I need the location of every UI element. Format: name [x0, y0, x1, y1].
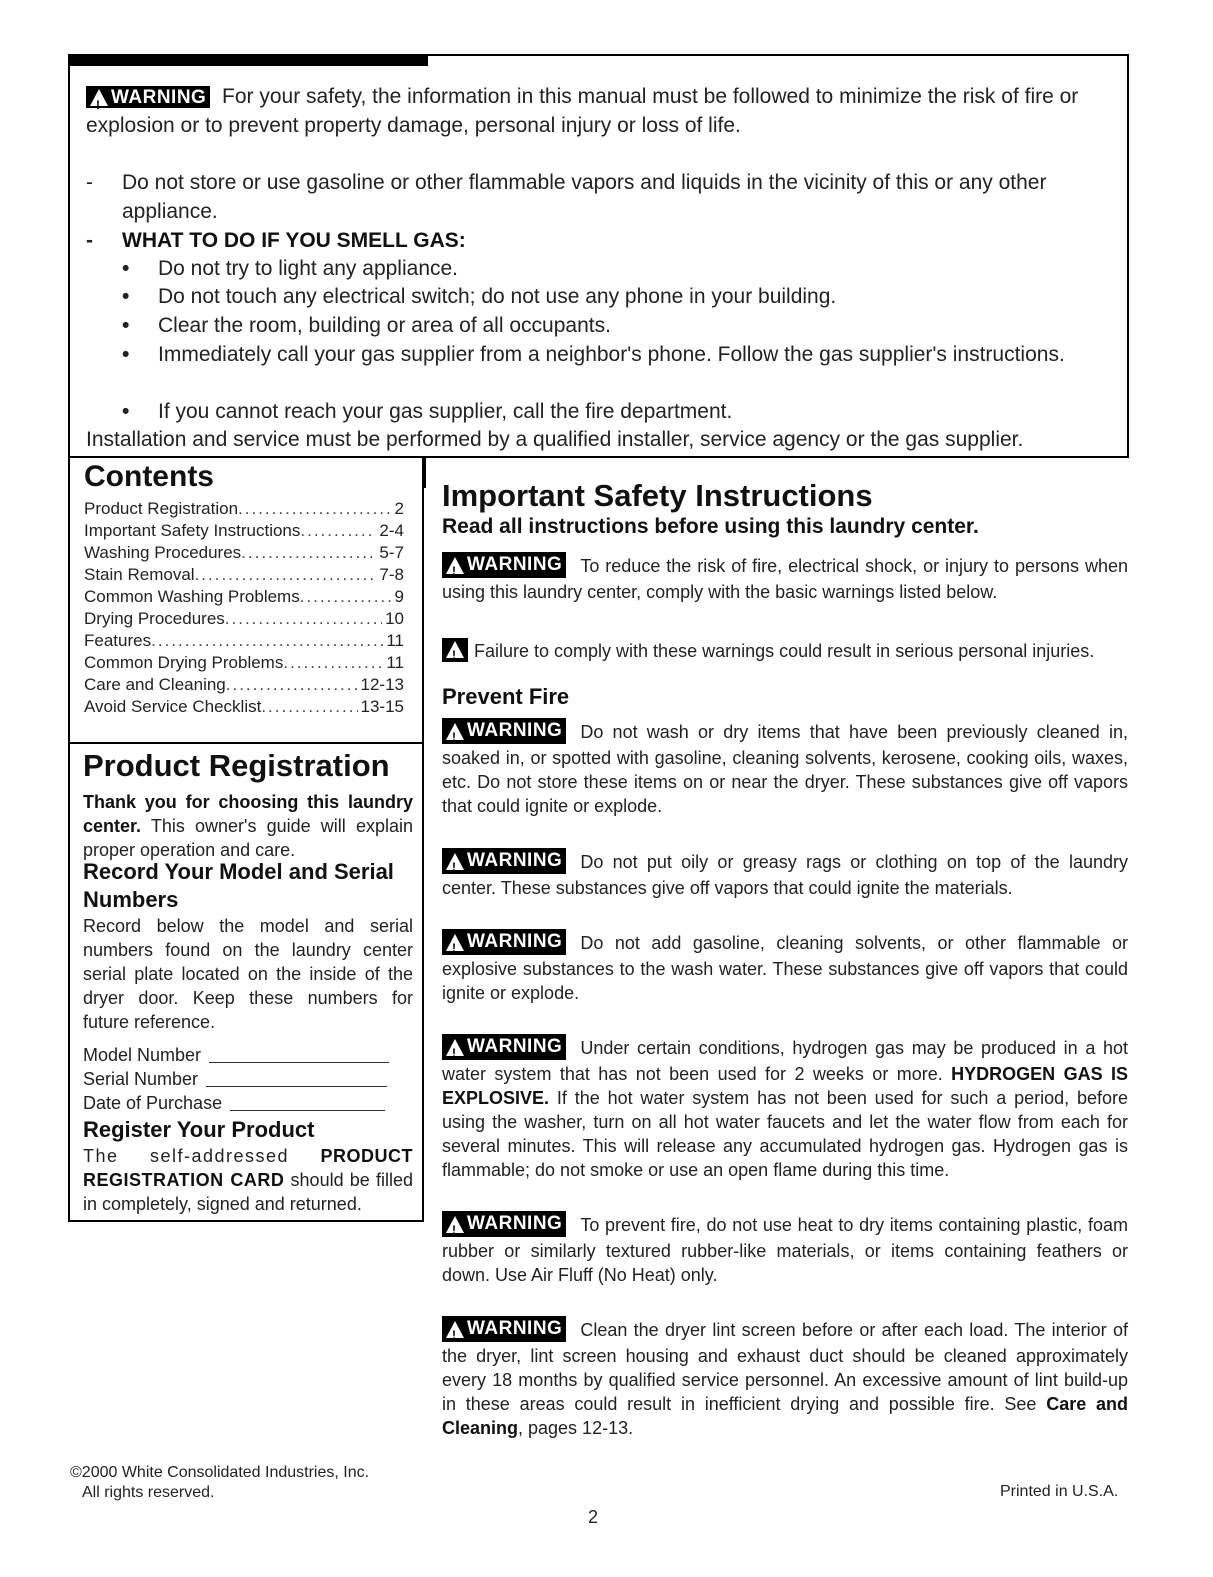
toc-item-label: Washing Procedures — [84, 543, 242, 562]
toc-item-label: Common Drying Problems — [84, 653, 284, 672]
toc-leader-dots — [261, 696, 357, 718]
toc-item-label: Drying Procedures — [84, 609, 225, 628]
toc-item-label: Common Washing Problems — [84, 587, 300, 606]
toc-item-page: 10 — [385, 609, 404, 628]
alert-triangle-icon — [446, 723, 464, 740]
toc-leader-dots — [195, 564, 377, 586]
left-column — [68, 458, 424, 1222]
table-of-contents — [84, 498, 404, 718]
register-product-heading: Register Your Product — [83, 1117, 315, 1142]
product-registration-box — [68, 742, 424, 1222]
registration-thanks: Thank you for choosing this laundry center. This owner's guide will explain proper operation and care. — [83, 792, 413, 860]
alert-triangle-icon — [90, 89, 108, 106]
date-of-purchase-field[interactable]: Date of Purchase — [83, 1091, 385, 1115]
toc-item-page: 9 — [394, 587, 404, 606]
toc-item[interactable] — [84, 696, 404, 718]
toc-leader-dots — [241, 542, 376, 564]
record-numbers-heading: Record Your Model and Serial Numbers — [83, 859, 394, 912]
printed-in: Printed in U.S.A. — [1000, 1483, 1119, 1500]
safety-notice-intro: ! WARNING For your safety, the information in this manual must be followed to minimize the risk of fire or explosion or to prevent property damage, personal injury or loss of life. — [86, 82, 1116, 140]
toc-item[interactable] — [84, 520, 404, 542]
toc-leader-dots — [238, 498, 392, 520]
contents-box — [68, 458, 424, 744]
safety-title: Important Safety Instructions — [442, 478, 873, 513]
warning-badge: ! WARNING — [442, 1034, 566, 1060]
warning-lint-screen: ! WARNING Clean the dryer lint screen before or after each load. The interior of the dryer, lint screen housing and exhaust duct should be cleaned approximately every 18 months by qualified service personnel. An excessive amount of lint build-up in these areas could result in inefficient drying and possible fire. See Care and Cleaning, pages 12-13. — [442, 1318, 1128, 1440]
toc-leader-dots — [225, 608, 382, 630]
warning-badge: ! WARNING — [442, 718, 566, 744]
column-divider — [424, 458, 426, 488]
warning-hydrogen-gas: ! WARNING Under certain conditions, hydrogen gas may be produced in a hot water system that has not been used for 2 weeks or more. HYDROGEN GAS IS EXPLOSIVE. If the hot water system has not been used for such a period, before using the washer, turn on all hot water faucets and let the water flow from each for several minutes. This will release any accumulated hydrogen gas. Hydrogen gas is flammable; do not smoke or use an open flame during this time. — [442, 1036, 1128, 1182]
installation-note: Installation and service must be performed by a qualified installer, service agency or the gas supplier. — [86, 428, 1024, 451]
toc-item-page: 5-7 — [379, 543, 404, 562]
toc-item[interactable] — [84, 564, 404, 586]
warning-wash-water: ! WARNING Do not add gasoline, cleaning solvents, or other flammable or explosive substances to the wash water. These substances give off vapors that could ignite or explode. — [442, 931, 1128, 1005]
serial-number-field[interactable]: Serial Number — [83, 1067, 387, 1091]
warning-badge: ! WARNING — [442, 1211, 566, 1237]
warning-badge: ! WARNING — [86, 86, 210, 108]
toc-item-page: 7-8 — [379, 565, 404, 584]
warning-badge: ! WARNING — [442, 848, 566, 874]
copyright — [70, 1463, 369, 1503]
toc-item[interactable] — [84, 586, 404, 608]
toc-item-label: Avoid Service Checklist — [84, 697, 262, 716]
toc-item-label: Features — [84, 631, 152, 650]
toc-item[interactable] — [84, 608, 404, 630]
warning-badge: ! WARNING — [442, 552, 566, 578]
warning-badge: ! WARNING — [442, 1316, 566, 1342]
toc-item[interactable] — [84, 652, 404, 674]
toc-item-page: 11 — [386, 631, 404, 650]
toc-item[interactable] — [84, 498, 404, 520]
toc-item[interactable] — [84, 630, 404, 652]
alert-triangle-icon — [446, 1321, 464, 1338]
warning-general: ! WARNING To reduce the risk of fire, electrical shock, or injury to persons when using this laundry center, comply with the basic warnings listed below. — [442, 554, 1128, 604]
record-numbers-text: Record below the model and serial numbers found on the laundry center serial plate located on the inside of the dryer door. Keep these numbers for future reference. — [83, 916, 413, 1032]
toc-leader-dots — [283, 652, 383, 674]
alert-triangle-icon — [446, 557, 464, 574]
toc-item[interactable] — [84, 674, 404, 696]
toc-item-page: 13-15 — [360, 697, 404, 716]
toc-item-label: Care and Cleaning — [84, 675, 226, 694]
toc-leader-dots — [300, 520, 376, 542]
warning-oily-rags: ! WARNING Do not put oily or greasy rags or clothing on top of the laundry center. These substances give off vapors that could ignite the materials. — [442, 850, 1128, 900]
page-number: 2 — [588, 1507, 599, 1527]
warning-solvents: ! WARNING Do not wash or dry items that have been previously cleaned in, soaked in, or spotted with gasoline, cleaning solvents, kerosene, cooking oils, waxes, etc. Do not store these items on or near the dryer. These substances give off vapors that could ignite or explode. — [442, 720, 1128, 818]
alert-triangle-icon — [446, 1039, 464, 1056]
alert-icon — [442, 638, 468, 662]
toc-item-label: Stain Removal — [84, 565, 195, 584]
safety-subtitle: Read all instructions before using this laundry center. — [442, 515, 979, 538]
registration-title: Product Registration — [83, 748, 390, 783]
model-number-field[interactable]: Model Number — [83, 1043, 389, 1067]
toc-leader-dots — [300, 586, 392, 608]
toc-item-page: 11 — [386, 653, 404, 672]
copyright-line: ©2000 White Consolidated Industries, Inc. — [70, 1464, 370, 1481]
warning-plastic-foam: ! WARNING To prevent fire, do not use heat to dry items containing plastic, foam rubber or similarly textured rubber-like materials, or items containing feathers or down. Use Air Fluff (No Heat) only. — [442, 1213, 1128, 1287]
rights-line: All rights reserved. — [82, 1484, 215, 1501]
contents-title: Contents — [84, 460, 214, 493]
toc-leader-dots — [151, 630, 383, 652]
toc-item-page: 2 — [394, 499, 404, 518]
failure-notice: ! Failure to comply with these warnings could result in serious personal injuries. — [442, 639, 1128, 664]
toc-leader-dots — [226, 674, 358, 696]
register-product-text: The self-addressed PRODUCT REGISTRATION CARD should be filled in completely, signed and returned. — [83, 1146, 413, 1214]
alert-triangle-icon — [446, 934, 464, 951]
prevent-fire-heading: Prevent Fire — [442, 684, 570, 709]
toc-item-page: 12-13 — [360, 675, 404, 694]
toc-item-label: Product Registration — [84, 499, 239, 518]
toc-item[interactable] — [84, 542, 404, 564]
toc-item-label: Important Safety Instructions — [84, 521, 301, 540]
alert-triangle-icon — [446, 853, 464, 870]
toc-item-page: 2-4 — [379, 521, 404, 540]
alert-triangle-icon — [446, 1216, 464, 1233]
warning-badge: ! WARNING — [442, 929, 566, 955]
